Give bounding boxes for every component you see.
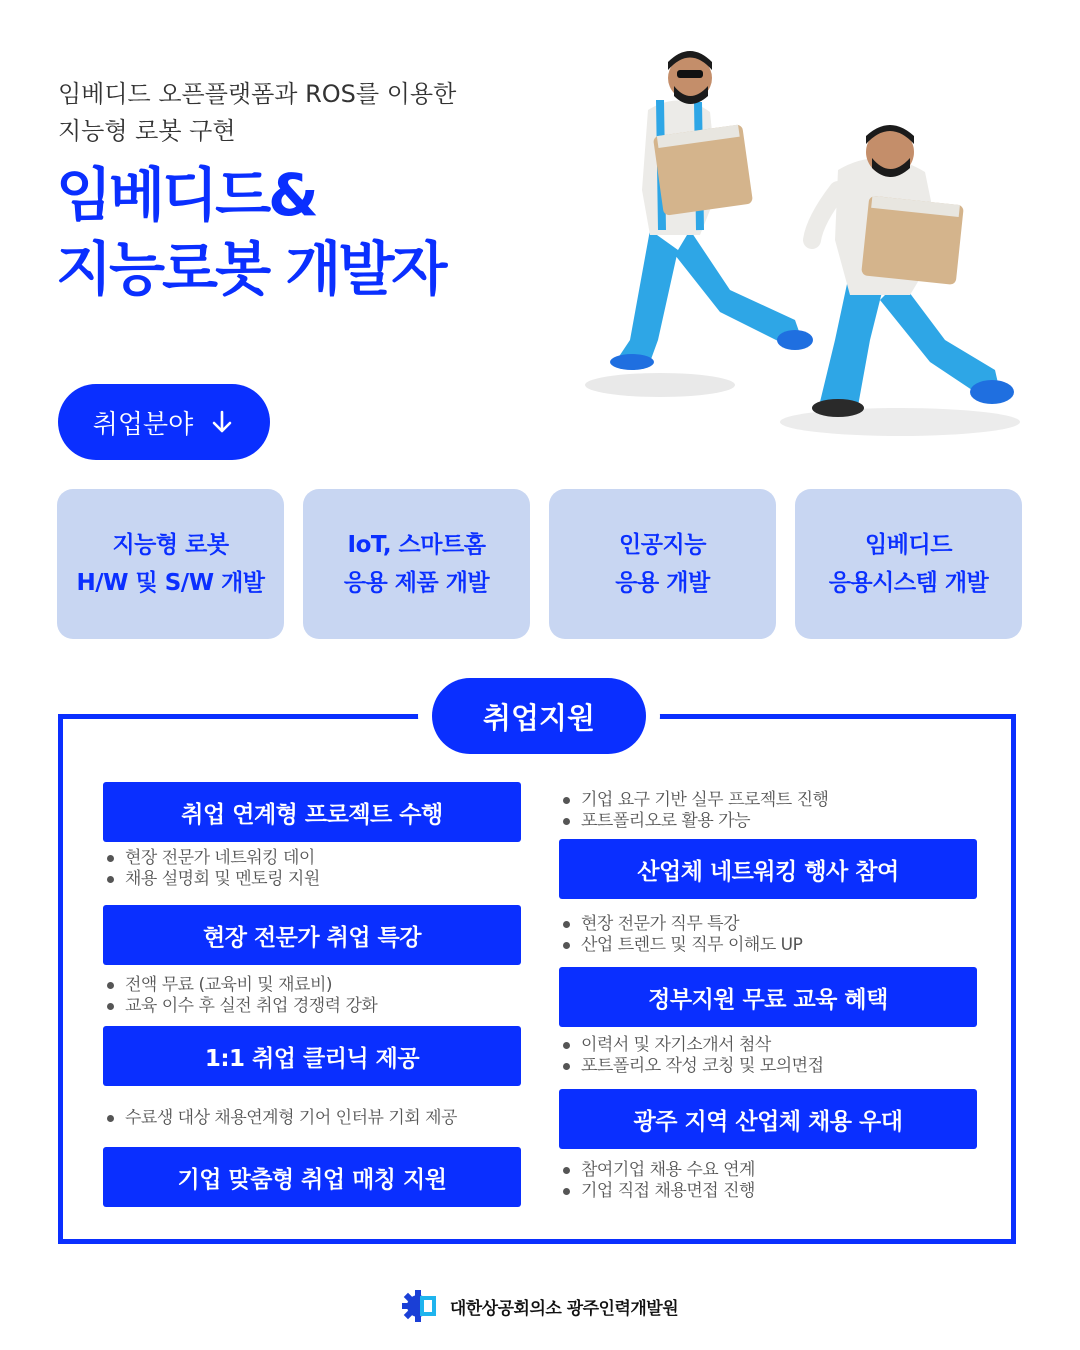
support-item-project: 취업 연계형 프로젝트 수행 (103, 782, 521, 842)
courier-front (610, 51, 813, 370)
support-label: 취업지원 (432, 678, 646, 754)
support-item-clinic: 1:1 취업 클리닉 제공 (103, 1026, 521, 1086)
subtitle: 임베디드 오픈플랫폼과 ROS를 이용한 지능형 로봇 구현 (58, 80, 457, 145)
field-card-robot: 지능형 로봇 H/W 및 S/W 개발 (57, 489, 284, 639)
list-item: 포트폴리오로 활용 가능 (559, 811, 828, 832)
arrow-down-icon (209, 409, 235, 435)
footer (0, 1290, 1080, 1322)
list-item: 현장 전문가 직무 특강 (559, 914, 802, 935)
bullet-list (559, 790, 828, 832)
support-item-local-hiring: 광주 지역 산업체 채용 우대 (559, 1089, 977, 1149)
list-item: 교육 이수 후 실전 취업 경쟁력 강화 (103, 996, 377, 1017)
list-item: 수료생 대상 채용연계형 기어 인터뷰 기회 제공 (103, 1108, 457, 1129)
job-field-button[interactable] (58, 384, 270, 460)
org-name: 대한상공회의소 광주인력개발원 (449, 1298, 679, 1319)
list-item: 기업 직접 채용면접 진행 (559, 1181, 755, 1202)
job-field-label: 취업분야 (92, 409, 194, 440)
bullet-list (103, 848, 320, 890)
kcci-gear-logo (402, 1290, 442, 1322)
field-card-iot: IoT, 스마트홈 응용 제품 개발 (303, 489, 530, 639)
bullet-list (103, 1108, 457, 1129)
bullet-list (559, 1035, 824, 1077)
support-item-free-education: 정부지원 무료 교육 혜택 (559, 967, 977, 1027)
list-item: 현장 전문가 네트워킹 데이 (103, 848, 320, 869)
list-item: 채용 설명회 및 멘토링 지원 (103, 869, 320, 890)
bullet-list (103, 975, 377, 1017)
support-item-networking: 산업체 네트워킹 행사 참여 (559, 839, 977, 899)
courier-back (812, 125, 1014, 417)
running-couriers-illustration (580, 40, 1040, 440)
bullet-list (559, 914, 802, 956)
list-item: 이력서 및 자기소개서 첨삭 (559, 1035, 824, 1056)
bullet-list (559, 1160, 755, 1202)
field-card-ai: 인공지능 응용 개발 (549, 489, 776, 639)
support-item-matching: 기업 맞춤형 취업 매칭 지원 (103, 1147, 521, 1207)
support-item-lecture: 현장 전문가 취업 특강 (103, 905, 521, 965)
field-card-embedded: 임베디드 응용시스템 개발 (795, 489, 1022, 639)
list-item: 참여기업 채용 수요 연계 (559, 1160, 755, 1181)
page-title: 임베디드& 지능로봇 개발자 (56, 161, 445, 303)
list-item: 기업 요구 기반 실무 프로젝트 진행 (559, 790, 828, 811)
list-item: 전액 무료 (교육비 및 재료비) (103, 975, 377, 996)
list-item: 포트폴리오 작성 코칭 및 모의면접 (559, 1056, 824, 1077)
list-item: 산업 트렌드 및 직무 이해도 UP (559, 935, 802, 956)
